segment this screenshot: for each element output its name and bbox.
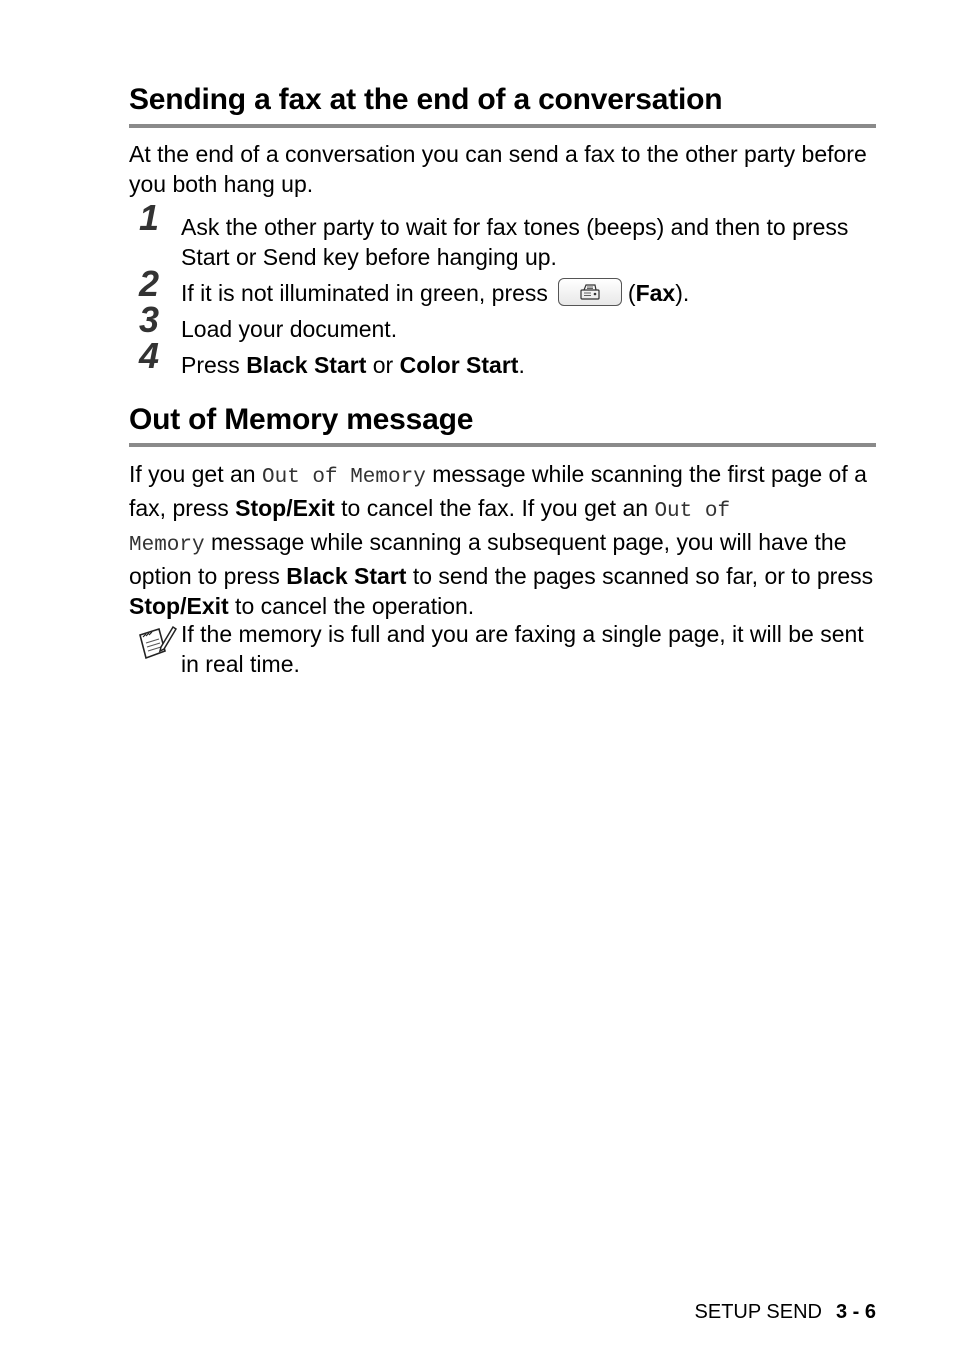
lcd-message: Memory (129, 534, 205, 557)
black-start-key: Black Start (286, 563, 407, 589)
step-number: 2 (139, 263, 160, 304)
paren-close: ). (675, 280, 690, 306)
step-text-post: . (518, 352, 525, 378)
stop-exit-key: Stop/Exit (235, 495, 335, 521)
step-text (181, 278, 876, 309)
footer-section: SETUP SEND (694, 1301, 822, 1323)
heading-rule (129, 443, 876, 447)
step-text (181, 350, 876, 380)
color-start-key: Color Start (399, 352, 519, 378)
black-start-key: Black Start (246, 352, 367, 378)
step-text-mid: or (366, 352, 400, 378)
text: to cancel the fax. If you get an (334, 495, 655, 521)
text: message while scanning a subsequent page, you will have the option to press (129, 529, 847, 589)
note-text: If the memory is full and you are faxing a single page, it will be sent in real time. (181, 621, 864, 677)
step-text: Ask the other party to wait for fax tones (beeps) and then to press Start or Send key before hanging up. (181, 214, 849, 270)
paren-open: ( (627, 280, 636, 306)
step-text: Load your document. (181, 316, 398, 342)
note-pencil-icon (137, 621, 177, 672)
step-number: 1 (139, 197, 160, 238)
text: to send the pages scanned so far, or to press (406, 563, 874, 589)
text: message while scanning the first page of a fax, press (129, 461, 867, 521)
lcd-message: Out of Memory (261, 466, 426, 489)
step-number: 4 (139, 335, 160, 376)
text: If you get an (129, 461, 262, 487)
page-number: 3 - 6 (835, 1301, 876, 1323)
text: to cancel the operation. (228, 593, 475, 619)
step-text-pre: Press (181, 352, 247, 378)
fax-key-label: Fax (635, 280, 676, 306)
page-footer (695, 1298, 876, 1326)
out-of-memory-paragraph (129, 459, 876, 621)
heading-sending-fax: Sending a fax at the end of a conversation (129, 83, 723, 116)
lcd-message: Out of (654, 500, 731, 523)
fax-key-button (558, 278, 622, 306)
intro-paragraph: At the end of a conversation you can send a fax to the other party before you both hang up. (129, 141, 867, 197)
step-number: 3 (139, 299, 160, 340)
fax-machine-icon (579, 283, 601, 301)
heading-out-of-memory: Out of Memory message (129, 403, 474, 436)
step-text-pre: If it is not illuminated in green, press (181, 280, 548, 306)
heading-rule (129, 124, 876, 128)
stop-exit-key: Stop/Exit (129, 593, 229, 619)
